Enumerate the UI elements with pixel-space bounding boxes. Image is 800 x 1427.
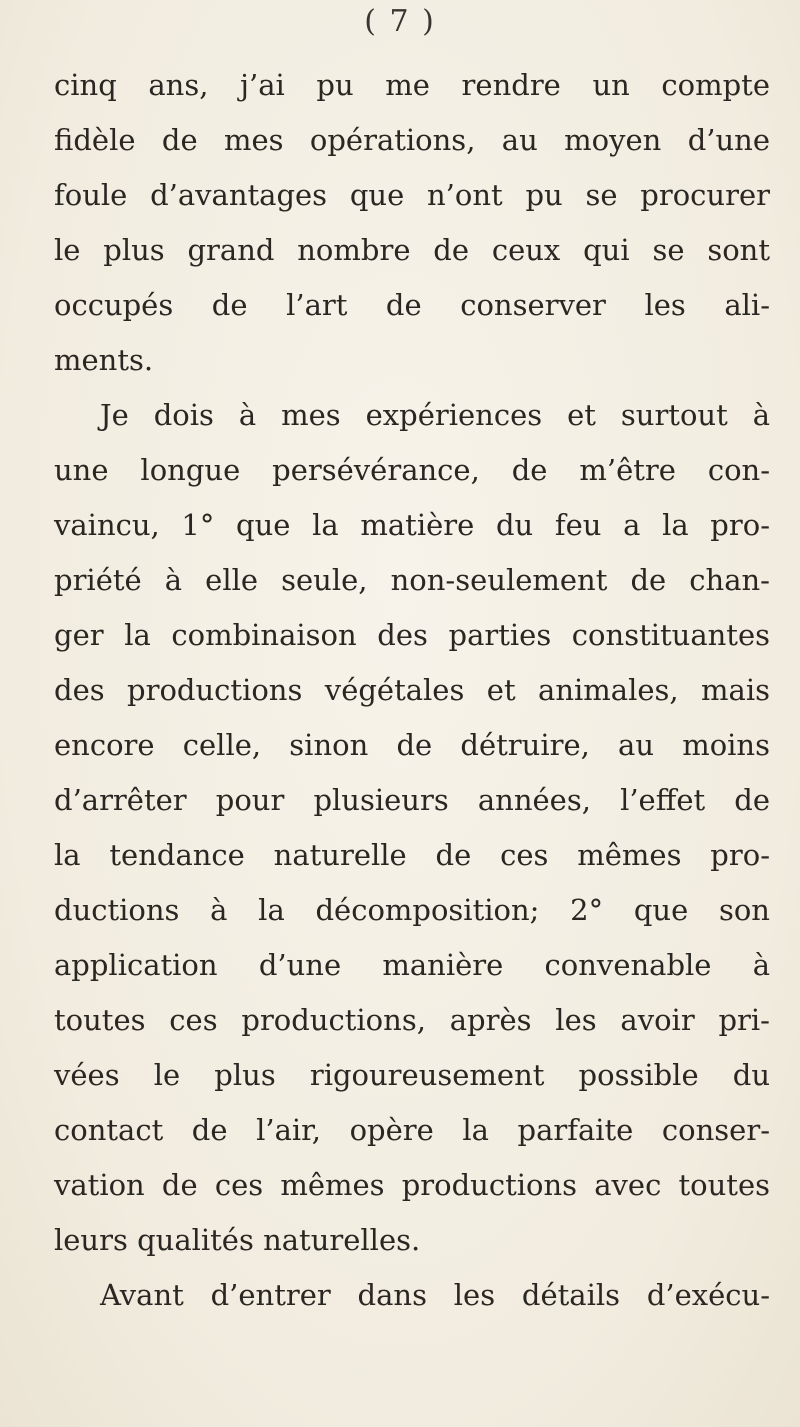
text-line: ger la combinaison des parties constituantes	[54, 618, 770, 652]
text-line: contact de l’air, opère la parfaite conser-	[54, 1113, 770, 1147]
body-text	[54, 58, 770, 1323]
text-line: leurs qualités naturelles.	[54, 1223, 421, 1257]
text-line: vaincu, 1° que la matière du feu a la pro-	[54, 508, 770, 542]
text-line: fidèle de mes opérations, au moyen d’une	[54, 123, 770, 157]
text-line: foule d’avantages que n’ont pu se procurer	[54, 178, 770, 212]
text-line: vation de ces mêmes productions avec toutes	[54, 1168, 770, 1202]
text-line: la tendance naturelle de ces mêmes pro-	[54, 838, 770, 872]
text-line: Je dois à mes expériences et surtout à	[100, 398, 770, 432]
text-line: ductions à la décomposition; 2° que son	[54, 893, 770, 927]
text-line: Avant d’entrer dans les détails d’exécu-	[100, 1278, 770, 1312]
text-line: d’arrêter pour plusieurs années, l’effet de	[54, 783, 770, 817]
page-number: ( 7 )	[364, 4, 436, 39]
text-line: ments.	[54, 343, 154, 377]
text-line: vées le plus rigoureusement possible du	[54, 1058, 770, 1092]
text-line: encore celle, sinon de détruire, au moins	[54, 728, 770, 762]
text-line: une longue persévérance, de m’être con-	[54, 453, 770, 487]
text-line: cinq ans, j’ai pu me rendre un compte	[54, 68, 770, 102]
text-line: des productions végétales et animales, mais	[54, 673, 770, 707]
text-line: priété à elle seule, non-seulement de chan-	[54, 563, 770, 597]
text-line: le plus grand nombre de ceux qui se sont	[54, 233, 770, 267]
text-line: toutes ces productions, après les avoir pri-	[54, 1003, 770, 1037]
text-line: occupés de l’art de conserver les ali-	[54, 288, 770, 322]
text-line: application d’une manière convenable à	[54, 948, 770, 982]
